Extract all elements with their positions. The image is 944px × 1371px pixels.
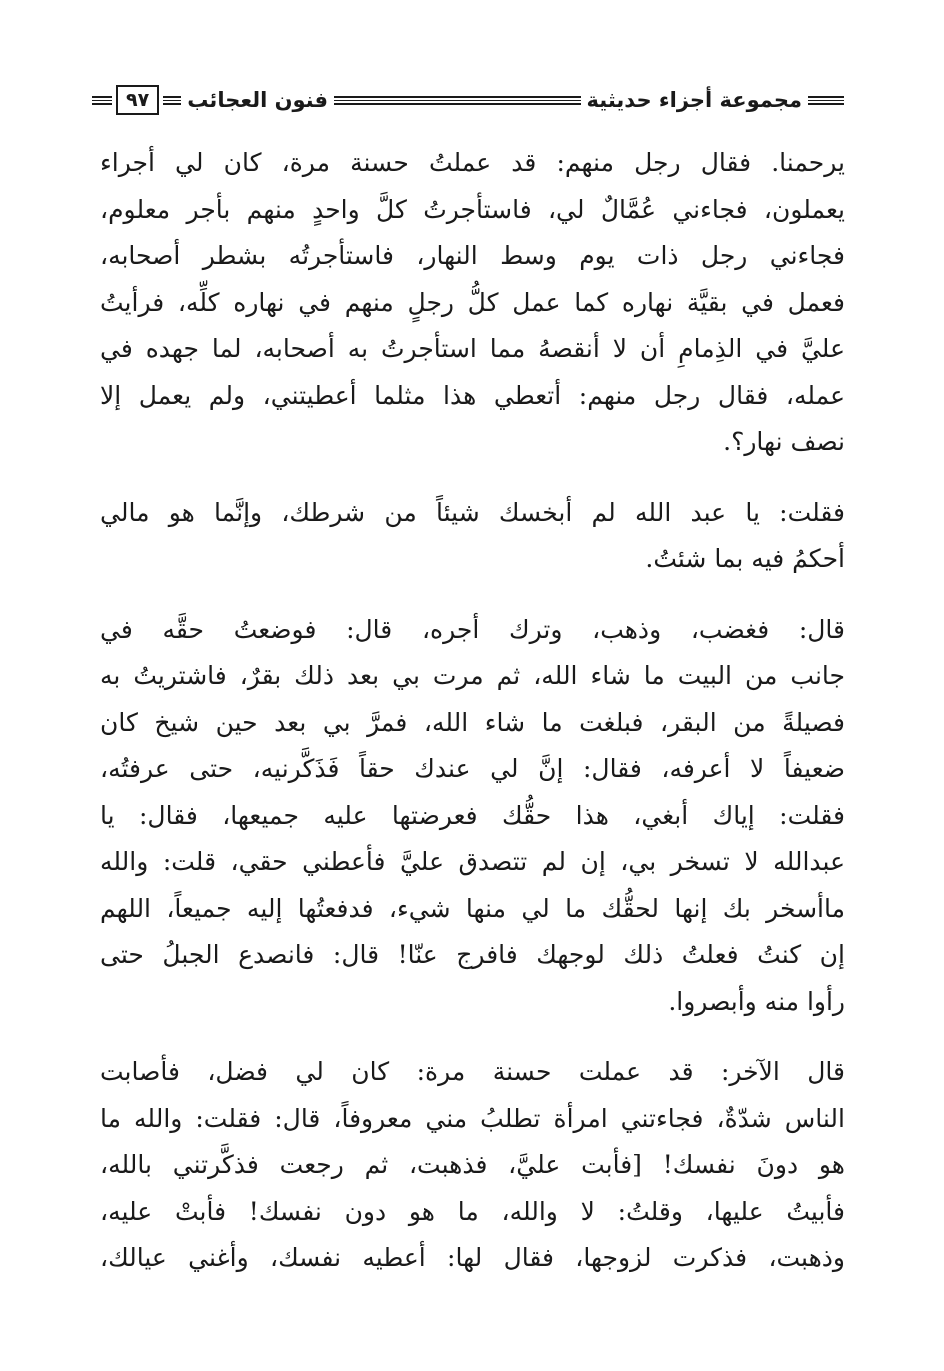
book-title: مجموعة أجزاء حديثية: [586, 88, 802, 112]
header-row: [92, 86, 844, 114]
page-body: [100, 140, 845, 1282]
text-line: عمله، فقال رجل منهم: أتعطي هذا مثلما أعطيتني، ولم يعمل إلا: [100, 380, 845, 410]
text-line: فجاءني رجل ذات يوم وسط النهار، فاستأجرتُه بشطر أصحابه،: [100, 241, 845, 270]
text-line: هو دونَ نفسك! [فأبت عليَّ، فذهبت، ثم رجعت فذكَّرتني بالله،: [100, 1150, 845, 1179]
header-rule-small: [163, 96, 181, 105]
text-line: قال: فغضب، وذهب، وترك أجره، قال: فوضعتُ حقَّه في: [100, 614, 845, 644]
text-line: يعملون، فجاءني عُمَّالٌ لي، فاستأجرتُ كلَّ واحدٍ منهم بأجر معلوم،: [100, 194, 845, 224]
part-title: فنون العجائب: [187, 88, 328, 112]
text-line: إن كنتُ فعلتُ ذلك لوجهك فافرج عنّا! قال: فانصدع الجبلُ حتى: [100, 940, 845, 969]
header-rule-left: [92, 96, 112, 105]
text-line: ماأسخر بك إنها لحقُّك ما لي منها شيء، فدفعتُها إليه جميعاً، اللهم: [100, 893, 845, 923]
text-line: ضعيفاً لا أعرفه، فقال: إنَّ لي عندك حقاً فَذَكَّرنيه، حتى عرفتُه،: [100, 754, 845, 783]
text-line: عبدالله لا تسخر بي، إن لم تتصدق عليَّ فأعطني حقي، قلت: والله: [100, 847, 845, 876]
text-line: فقلت: إياك أبغي، هذا حقُّك فعرضتها عليه جميعها، فقال: يا: [100, 800, 845, 830]
text-line: فصيلةً من البقر، فبلغت ما شاء الله، فمرَّ بي بعد حين شيخ كان: [100, 707, 845, 737]
paragraph-2: [100, 490, 845, 583]
text-line: يرحمنا. فقال رجل منهم: قد عملتُ حسنة مرة، كان لي أجراء: [100, 148, 845, 177]
paragraph-4: [100, 1049, 845, 1282]
header-rule-middle: [334, 96, 581, 105]
text-line: أحكمُ فيه بما شئتُ.: [645, 544, 845, 573]
text-line: الناس شدّةٌ، فجاءتني امرأة تطلبُ مني معروفاً، قال: فقلت: والله ما: [100, 1103, 845, 1133]
header-rule-right: [808, 96, 844, 105]
text-line: نصف نهار؟.: [723, 427, 845, 456]
text-line: فقلت: يا عبد الله لم أبخسك شيئاً من شرطك، وإنَّما هو مالي: [100, 497, 845, 527]
paragraph-gap: [100, 1025, 845, 1049]
text-line: وذهبت، فذكرت لزوجها، فقال لها: أعطيه نفسك، وأغني عيالك،: [100, 1243, 845, 1272]
page-number: ٩٧: [116, 85, 159, 115]
text-line: فعمل في بقيَّة نهاره كما عمل كلُّ رجلٍ منهم في نهاره كلِّه، فرأيتُ: [100, 287, 845, 317]
paragraph-3: [100, 607, 845, 1026]
text-line: فأبيتُ عليها، وقلتُ: لا والله، ما هو دون نفسك! فأبتْ عليه،: [100, 1196, 845, 1226]
paragraph-gap: [100, 583, 845, 607]
text-line: قال الآخر: قد عملت حسنة مرة: كان لي فضل، فأصابت: [100, 1057, 845, 1086]
text-line: عليَّ في الذِمامِ أن لا أنقصهُ مما استأجرتُ به أصحابه، لما جهده في: [100, 334, 845, 363]
running-header: [92, 78, 844, 122]
paragraph-1: [100, 140, 845, 466]
text-line: جانب من البيت ما شاء الله، ثم مرت بي بعد ذلك بقرٌ، فاشتريتُ به: [100, 661, 845, 690]
paragraph-gap: [100, 466, 845, 490]
text-line: رأوا منه وأبصروا.: [668, 986, 845, 1016]
